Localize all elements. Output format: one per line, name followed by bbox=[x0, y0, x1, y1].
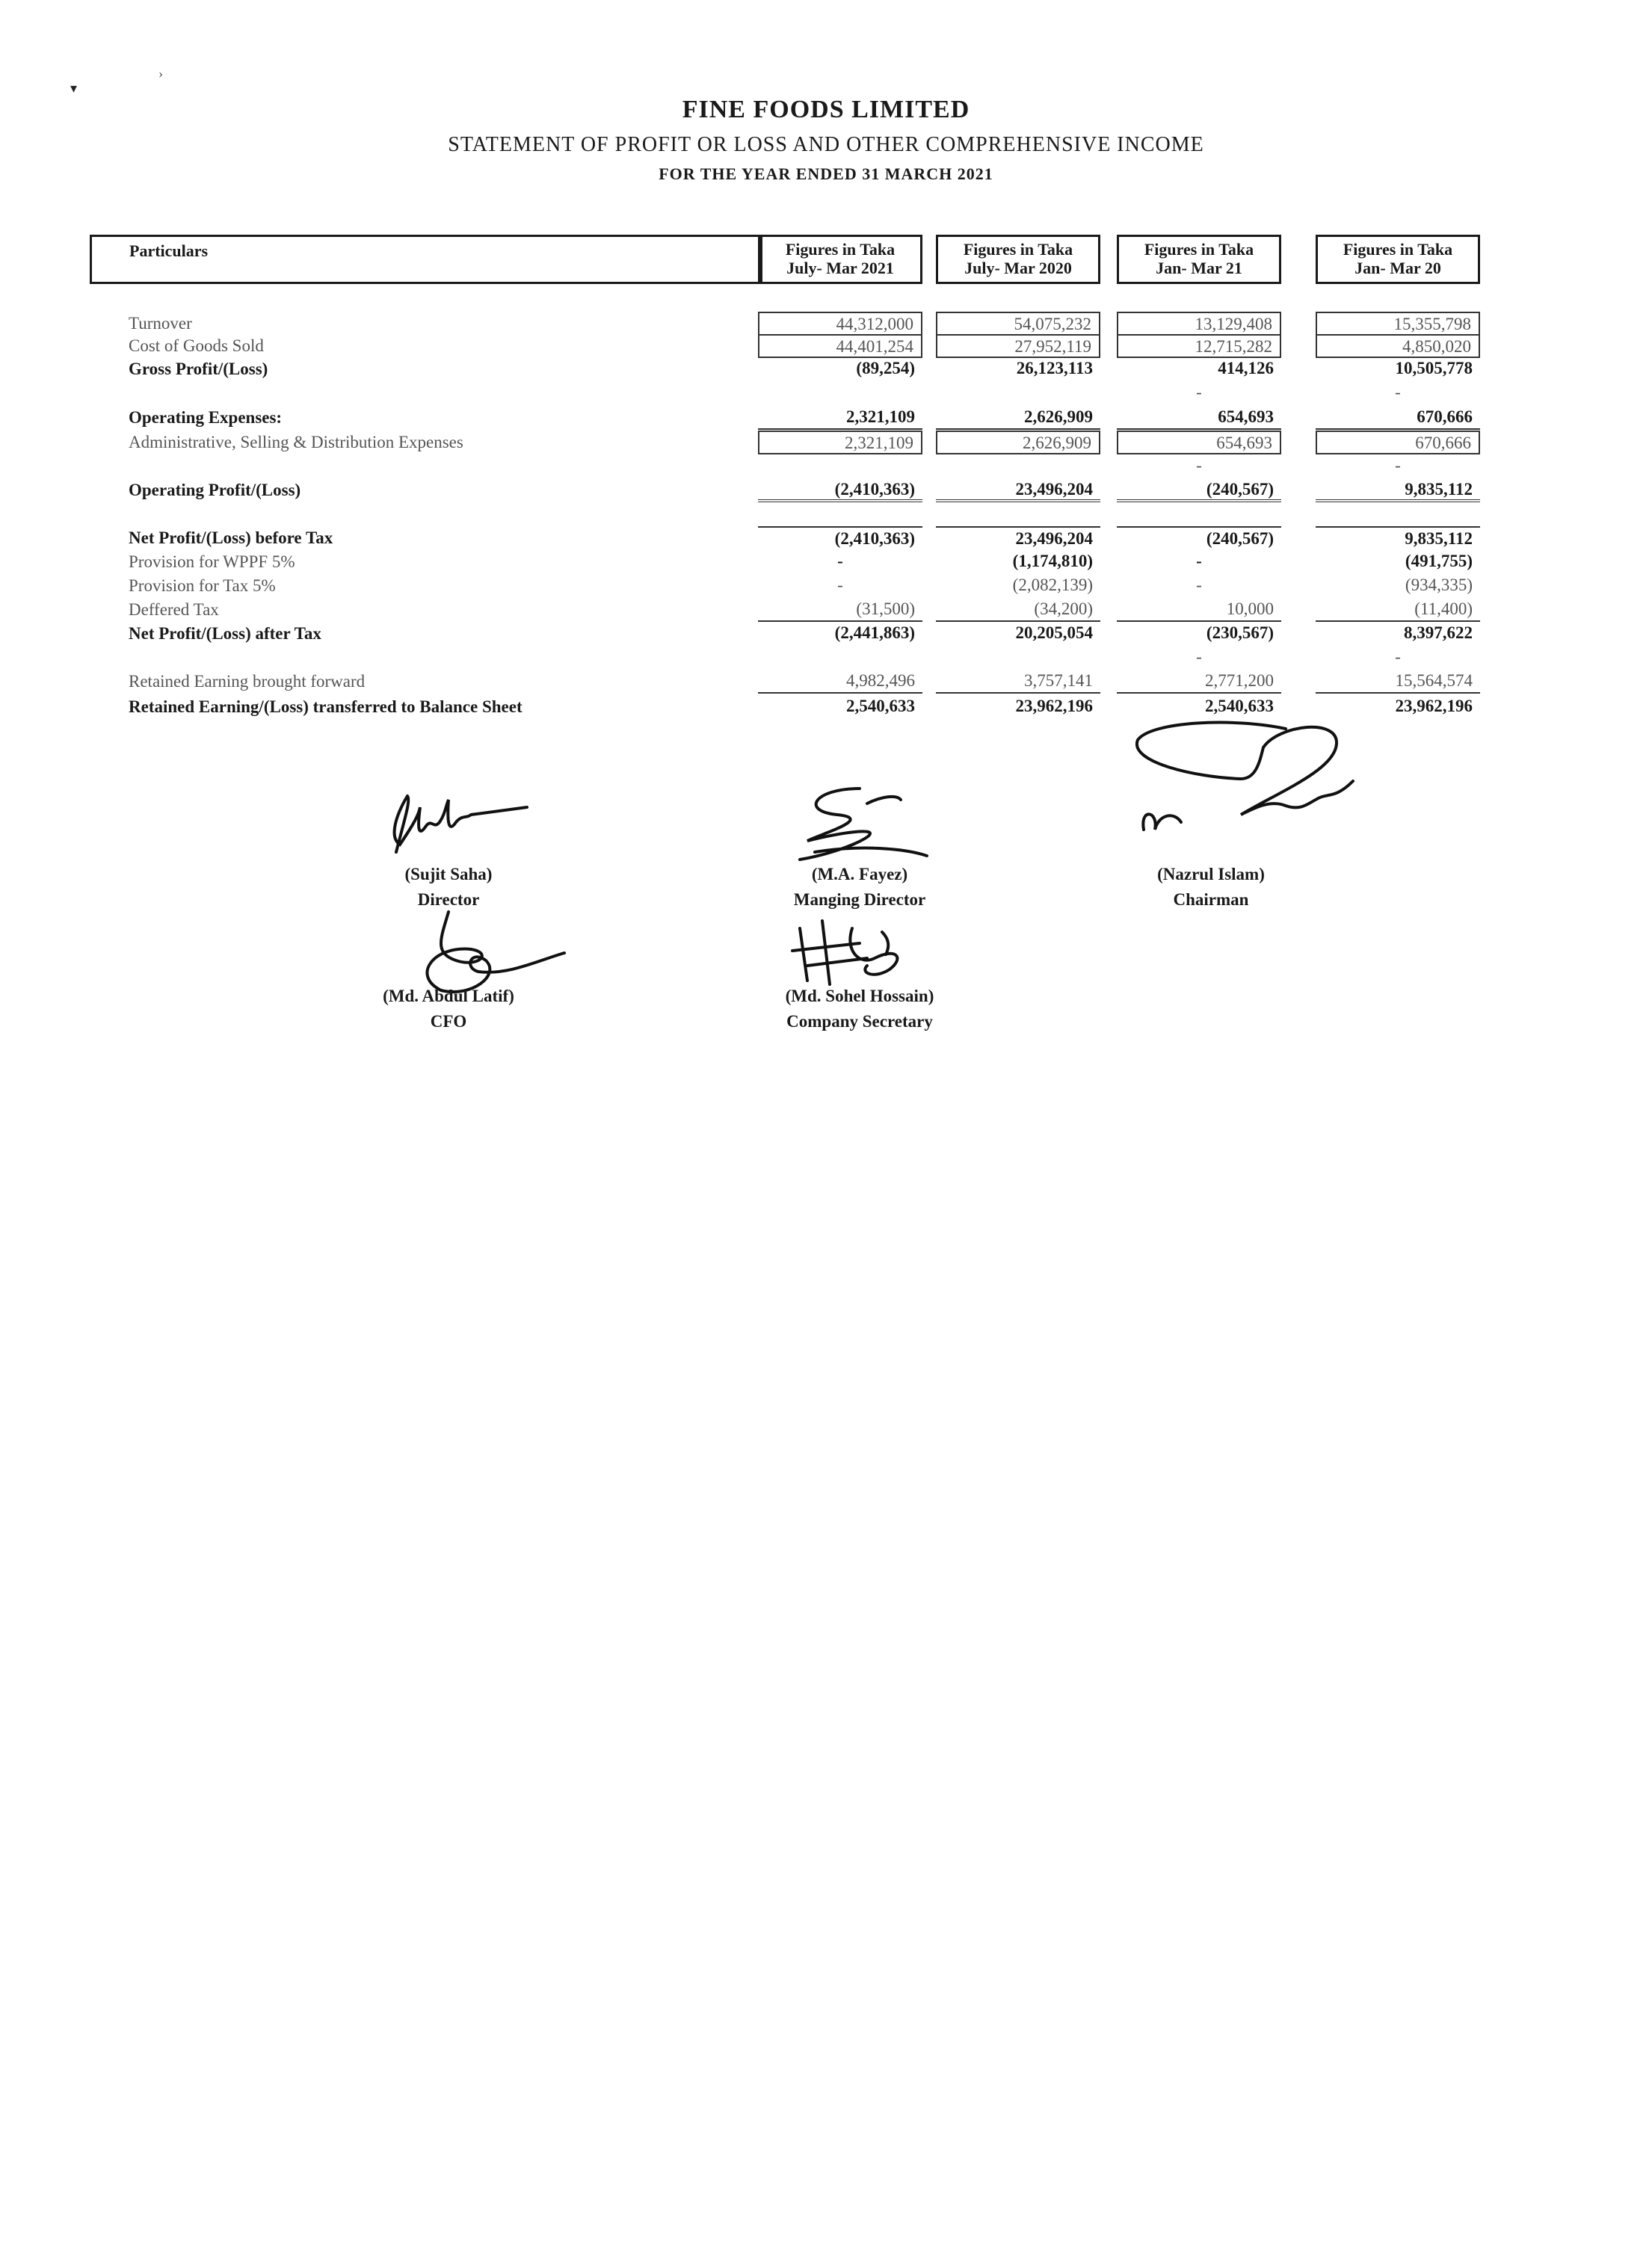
column-header-4-line2: Jan- Mar 20 bbox=[1354, 259, 1441, 277]
scan-mark: › bbox=[158, 66, 163, 81]
table-cell: (934,335) bbox=[1405, 576, 1473, 594]
table-cell: 2,626,909 bbox=[936, 431, 1100, 454]
table-row bbox=[0, 550, 1652, 574]
column-header-2-line2: July- Mar 2020 bbox=[964, 259, 1072, 277]
row-label: Retained Earning brought forward bbox=[129, 672, 366, 691]
table-row bbox=[0, 357, 1652, 381]
table-row bbox=[0, 334, 1652, 358]
table-cell: 654,693 bbox=[1117, 406, 1281, 430]
row-label: Provision for WPPF 5% bbox=[129, 552, 295, 571]
row-label: Operating Expenses: bbox=[129, 408, 283, 427]
table-row bbox=[0, 431, 1652, 454]
row-label: Net Profit/(Loss) before Tax bbox=[129, 528, 333, 547]
table-cell: 23,962,196 bbox=[1015, 697, 1093, 715]
signatory-name: (Md. Abdul Latif) bbox=[383, 987, 514, 1005]
table-cell: 15,564,574 bbox=[1316, 670, 1480, 694]
table-cell: 654,693 bbox=[1117, 431, 1281, 454]
row-label: Net Profit/(Loss) after Tax bbox=[129, 624, 321, 643]
chairman-signature bbox=[1129, 718, 1368, 845]
table-cell: 44,401,254 bbox=[758, 334, 922, 358]
table-cell: (240,567) bbox=[1117, 526, 1281, 550]
signatory-name: (M.A. Fayez) bbox=[811, 865, 908, 883]
table-cell: (240,567) bbox=[1117, 478, 1281, 502]
row-label: Gross Profit/(Loss) bbox=[129, 360, 268, 378]
particulars-label: Particulars bbox=[129, 241, 209, 260]
table-row bbox=[0, 646, 1652, 670]
table-cell: 2,321,109 bbox=[758, 431, 922, 454]
statement-period: FOR THE YEAR ENDED 31 MARCH 2021 bbox=[659, 164, 993, 183]
table-cell: - bbox=[1395, 456, 1401, 475]
table-cell: 2,540,633 bbox=[846, 697, 915, 715]
column-header-2-line1: Figures in Taka bbox=[963, 240, 1073, 259]
table-cell: 20,205,054 bbox=[1015, 623, 1093, 642]
table-row bbox=[0, 381, 1652, 405]
column-header-2 bbox=[936, 235, 1100, 284]
table-cell: (230,567) bbox=[1206, 623, 1274, 642]
table-cell: 23,496,204 bbox=[936, 478, 1100, 502]
table-cell: - bbox=[1395, 647, 1401, 666]
table-cell: - bbox=[1196, 576, 1202, 594]
table-cell: 4,850,020 bbox=[1316, 334, 1480, 358]
table-cell: - bbox=[1196, 383, 1202, 401]
table-row bbox=[0, 406, 1652, 430]
table-cell: 670,666 bbox=[1316, 431, 1480, 454]
table-cell: 26,123,113 bbox=[1016, 359, 1093, 377]
row-label: Retained Earning/(Loss) transferred to Balance Sheet bbox=[129, 697, 523, 716]
row-label: Cost of Goods Sold bbox=[129, 336, 264, 355]
table-cell: 2,626,909 bbox=[936, 406, 1100, 430]
table-cell: 9,835,112 bbox=[1316, 478, 1480, 502]
signatory-name: (Nazrul Islam) bbox=[1157, 865, 1265, 883]
signatory-title: Director bbox=[417, 890, 480, 909]
table-row bbox=[0, 598, 1652, 622]
column-header-3-line1: Figures in Taka bbox=[1144, 240, 1254, 259]
column-header-1-line2: July- Mar 2021 bbox=[786, 259, 894, 277]
column-header-1-line1: Figures in Taka bbox=[785, 240, 896, 259]
table-cell: (2,082,139) bbox=[1012, 576, 1093, 594]
table-cell: (1,174,810) bbox=[1012, 552, 1093, 570]
table-cell: - bbox=[1196, 456, 1202, 475]
table-cell: 2,540,633 bbox=[1205, 697, 1274, 715]
table-cell: 13,129,408 bbox=[1117, 312, 1281, 336]
table-cell: - bbox=[837, 552, 843, 570]
row-label: Turnover bbox=[129, 314, 192, 333]
row-label: Provision for Tax 5% bbox=[129, 576, 276, 595]
column-header-3-line2: Jan- Mar 21 bbox=[1156, 259, 1242, 277]
table-cell: 23,496,204 bbox=[936, 526, 1100, 550]
table-row bbox=[0, 478, 1652, 502]
table-cell: - bbox=[1196, 647, 1202, 666]
table-cell: - bbox=[1395, 383, 1401, 401]
table-row bbox=[0, 454, 1652, 478]
table-cell: 23,962,196 bbox=[1395, 697, 1473, 715]
table-row bbox=[0, 622, 1652, 646]
table-cell: 12,715,282 bbox=[1117, 334, 1281, 358]
table-cell: 54,075,232 bbox=[936, 312, 1100, 336]
scan-mark: ▾ bbox=[70, 81, 78, 96]
table-cell: - bbox=[1196, 552, 1202, 570]
particulars-header bbox=[90, 235, 762, 284]
table-cell: 670,666 bbox=[1316, 406, 1480, 430]
table-cell: - bbox=[837, 576, 843, 594]
table-cell: 9,835,112 bbox=[1316, 526, 1480, 550]
table-cell: 8,397,622 bbox=[1404, 623, 1473, 642]
signatory-title: Chairman bbox=[1173, 890, 1249, 909]
row-label: Operating Profit/(Loss) bbox=[129, 481, 301, 499]
table-cell: (491,755) bbox=[1405, 552, 1473, 570]
company-name: FINE FOODS LIMITED bbox=[682, 96, 970, 123]
row-label: Deffered Tax bbox=[129, 600, 219, 619]
table-cell: 414,126 bbox=[1218, 359, 1274, 377]
table-row bbox=[0, 695, 1652, 719]
table-row bbox=[0, 670, 1652, 694]
signatory-title: Manging Director bbox=[793, 890, 926, 909]
column-header-3 bbox=[1117, 235, 1281, 284]
table-cell: 15,355,798 bbox=[1316, 312, 1480, 336]
table-cell: 2,771,200 bbox=[1117, 670, 1281, 694]
table-row bbox=[0, 574, 1652, 598]
signatory-name: (Md. Sohel Hossain) bbox=[785, 987, 934, 1005]
column-header-1 bbox=[758, 235, 922, 284]
column-header-4 bbox=[1316, 235, 1480, 284]
table-row bbox=[0, 312, 1652, 336]
table-cell: (34,200) bbox=[936, 598, 1100, 622]
table-cell: (2,441,863) bbox=[834, 623, 915, 642]
column-header-4-line1: Figures in Taka bbox=[1343, 240, 1453, 259]
director-signature bbox=[374, 792, 538, 860]
signatory-name: (Sujit Saha) bbox=[404, 865, 493, 883]
table-cell: 27,952,119 bbox=[936, 334, 1100, 358]
table-cell: 10,000 bbox=[1117, 598, 1281, 622]
signatory-title: Company Secretary bbox=[786, 1012, 933, 1031]
managing-director-signature bbox=[770, 781, 957, 863]
table-cell: (2,410,363) bbox=[758, 526, 922, 550]
table-cell: 10,505,778 bbox=[1395, 359, 1473, 377]
statement-title: STATEMENT OF PROFIT OR LOSS AND OTHER COMPREHENSIVE INCOME bbox=[448, 133, 1204, 156]
table-cell: (11,400) bbox=[1316, 598, 1480, 622]
table-cell: 3,757,141 bbox=[936, 670, 1100, 694]
table-cell: (31,500) bbox=[758, 598, 922, 622]
company-secretary-signature bbox=[777, 913, 927, 988]
table-cell: 2,321,109 bbox=[758, 406, 922, 430]
table-cell: 4,982,496 bbox=[758, 670, 922, 694]
signatory-title: CFO bbox=[430, 1012, 467, 1031]
row-label: Administrative, Selling & Distribution Expenses bbox=[129, 433, 463, 451]
table-cell: (2,410,363) bbox=[758, 478, 922, 502]
table-cell: (89,254) bbox=[856, 359, 915, 377]
table-row bbox=[0, 526, 1652, 550]
table-cell: 44,312,000 bbox=[758, 312, 922, 336]
